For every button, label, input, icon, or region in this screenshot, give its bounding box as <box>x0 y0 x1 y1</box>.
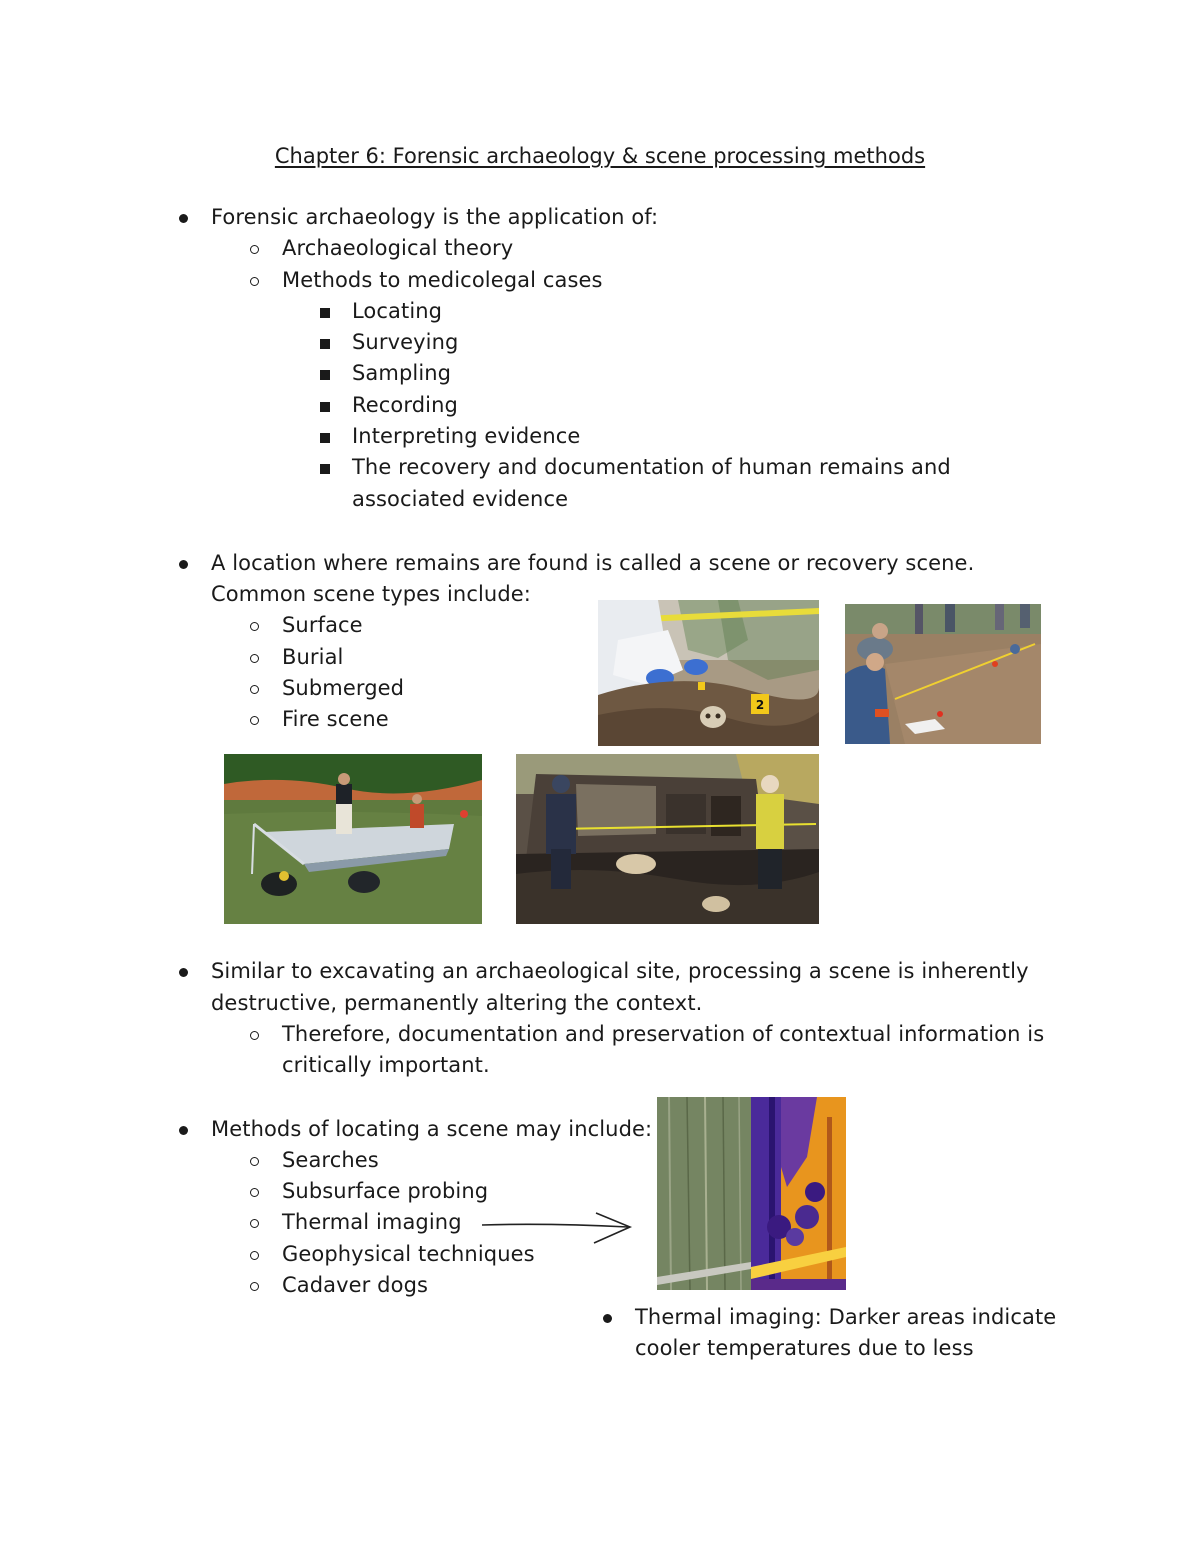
bullet-ring <box>250 277 259 286</box>
bullet-square <box>320 308 330 318</box>
text-line: Recording <box>352 393 458 417</box>
burial-scene-photo <box>598 600 819 746</box>
bullet-square <box>320 370 330 380</box>
text-line: Methods to medicolegal cases <box>282 268 603 292</box>
fire-scene-photo <box>516 754 819 924</box>
evidence-marker-label: 2 <box>755 698 765 712</box>
text-line: A location where remains are found is called a scene or recovery scene. <box>211 551 975 575</box>
bullet-dot <box>179 214 188 223</box>
bullet-ring <box>250 1219 259 1228</box>
text-line: Surveying <box>352 330 459 354</box>
text-line: Archaeological theory <box>282 236 514 260</box>
text-line: Common scene types include: <box>211 582 531 606</box>
text-line: Subsurface probing <box>282 1179 489 1203</box>
text-line: Thermal imaging <box>282 1210 462 1234</box>
text-line: Thermal imaging: Darker areas indicate <box>635 1305 1057 1329</box>
thermal-imaging-photo <box>657 1097 846 1290</box>
bullet-ring <box>250 1251 259 1260</box>
bullet-ring <box>250 1157 259 1166</box>
bullet-ring <box>250 245 259 254</box>
surface-scene-photo <box>845 604 1041 744</box>
text-line: Sampling <box>352 361 452 385</box>
text-line: Interpreting evidence <box>352 424 581 448</box>
bullet-dot <box>179 560 188 569</box>
bullet-dot <box>179 1126 188 1135</box>
bullet-ring <box>250 1188 259 1197</box>
text-line: Fire scene <box>282 707 389 731</box>
bullet-square <box>320 402 330 412</box>
bullet-ring <box>250 685 259 694</box>
text-line: Forensic archaeology is the application of: <box>211 205 659 229</box>
text-line: associated evidence <box>352 487 569 511</box>
text-line: Therefore, documentation and preservation of contextual information is <box>282 1022 1045 1046</box>
bullet-ring <box>250 654 259 663</box>
text-line: critically important. <box>282 1053 490 1077</box>
bullet-dot <box>603 1314 612 1323</box>
bullet-ring <box>250 622 259 631</box>
bullet-dot <box>179 968 188 977</box>
submerged-scene-photo <box>224 754 482 924</box>
text-line: Similar to excavating an archaeological site, processing a scene is inherently <box>211 959 1029 983</box>
bullet-ring <box>250 716 259 725</box>
text-line: Surface <box>282 613 363 637</box>
text-line: The recovery and documentation of human remains and <box>352 455 951 479</box>
page-title: Chapter 6: Forensic archaeology & scene processing methods <box>274 144 926 168</box>
text-line: Geophysical techniques <box>282 1242 535 1266</box>
bullet-ring <box>250 1031 259 1040</box>
text-line: destructive, permanently altering the context. <box>211 991 703 1015</box>
bullet-square <box>320 339 330 349</box>
bullet-ring <box>250 1282 259 1291</box>
text-line: Submerged <box>282 676 405 700</box>
text-line: Cadaver dogs <box>282 1273 429 1297</box>
text-line: Searches <box>282 1148 379 1172</box>
text-line: Burial <box>282 645 344 669</box>
arrow-icon <box>478 1208 638 1248</box>
text-line: Locating <box>352 299 443 323</box>
bullet-square <box>320 433 330 443</box>
bullet-square <box>320 464 330 474</box>
text-line: cooler temperatures due to less <box>635 1336 974 1360</box>
text-line: Methods of locating a scene may include: <box>211 1117 653 1141</box>
